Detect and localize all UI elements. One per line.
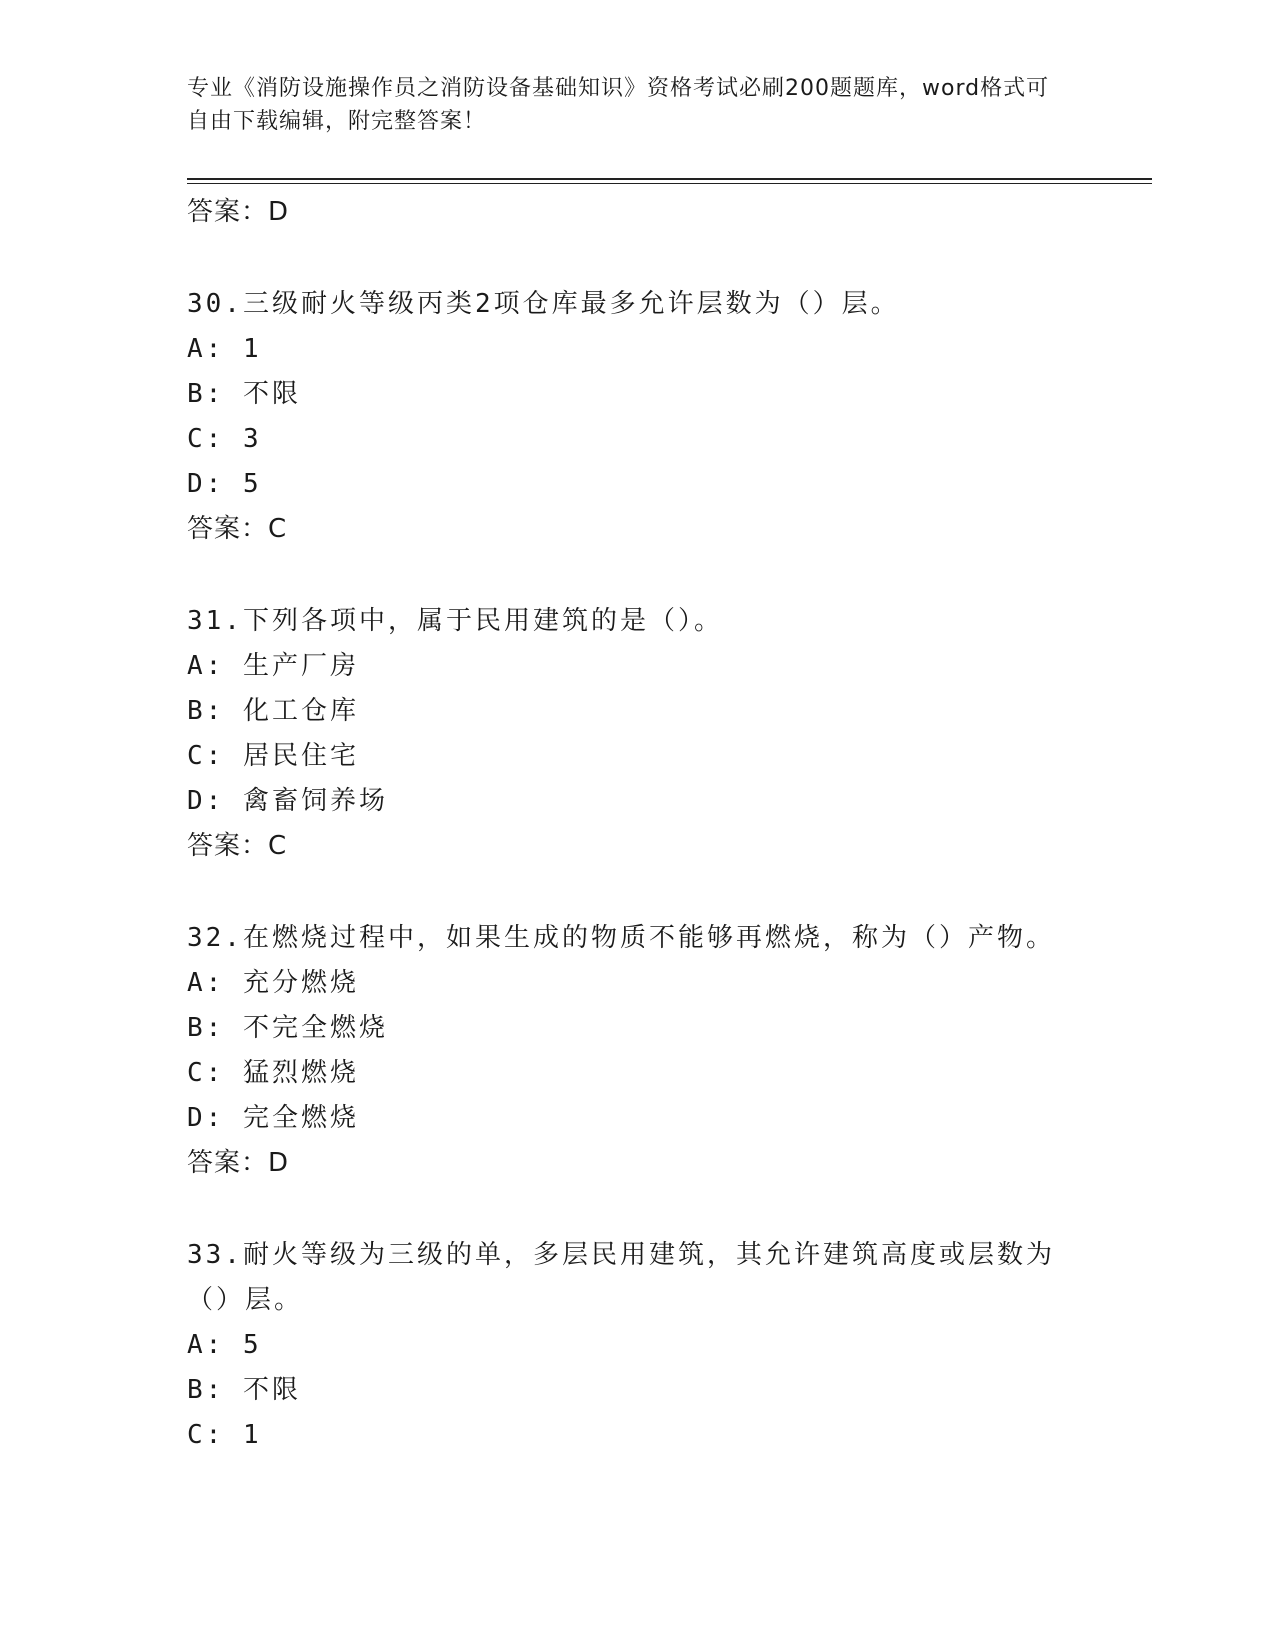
- question-list: [187, 190, 1087, 1458]
- question-text: 33.耐火等级为三级的单，多层民用建筑，其允许建筑高度或层数为（）层。: [187, 1240, 1055, 1315]
- option-c: C: 1: [187, 1420, 262, 1450]
- question-text: 32.在燃烧过程中，如果生成的物质不能够再燃烧，称为（）产物。: [187, 923, 1055, 953]
- answer: 答案：D: [187, 1148, 290, 1178]
- question-text: 30.三级耐火等级丙类2项仓库最多允许层数为（）层。: [187, 289, 900, 319]
- question-30: [187, 282, 1087, 552]
- option-a: A: 生产厂房: [187, 651, 359, 681]
- option-d: D: 完全燃烧: [187, 1103, 359, 1133]
- question-31: [187, 599, 1087, 869]
- answer: 答案：C: [187, 831, 288, 861]
- option-c: C: 猛烈燃烧: [187, 1058, 359, 1088]
- option-c: C: 3: [187, 424, 262, 454]
- option-a: A: 充分燃烧: [187, 968, 359, 998]
- option-d: D: 5: [187, 469, 262, 499]
- previous-answer: 答案：D: [187, 197, 290, 227]
- question-32: [187, 916, 1087, 1186]
- option-c: C: 居民住宅: [187, 741, 359, 771]
- option-b: B: 不限: [187, 1375, 301, 1405]
- option-b: B: 不限: [187, 379, 301, 409]
- question-text: 31.下列各项中，属于民用建筑的是（）。: [187, 606, 723, 636]
- answer: 答案：C: [187, 514, 288, 544]
- document-header: 专业《消防设施操作员之消防设备基础知识》资格考试必刷200题题库，word格式可自由下载编辑，附完整答案！: [187, 76, 1050, 134]
- header-divider-thick: [187, 178, 1152, 180]
- header-divider-thin: [187, 183, 1152, 184]
- option-b: B: 化工仓库: [187, 696, 359, 726]
- option-d: D: 禽畜饲养场: [187, 786, 388, 816]
- option-a: A: 1: [187, 334, 262, 364]
- question-33: [187, 1233, 1087, 1458]
- option-a: A: 5: [187, 1330, 262, 1360]
- option-b: B: 不完全燃烧: [187, 1013, 388, 1043]
